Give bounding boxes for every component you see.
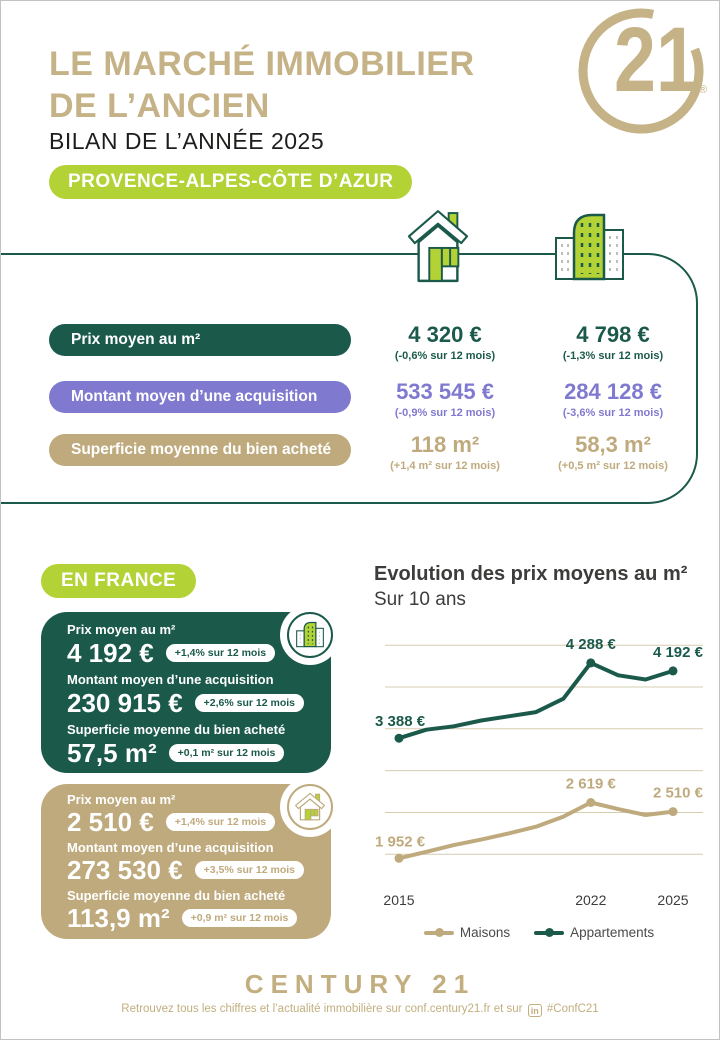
svg-text:2022: 2022 [575, 892, 607, 908]
value: 284 128 € [564, 379, 662, 404]
svg-text:3 388 €: 3 388 € [375, 713, 426, 731]
france-maisons-card [41, 784, 331, 939]
stat-row [67, 672, 331, 718]
stat-change-badge: +0,9 m² sur 12 mois [182, 909, 298, 927]
stat-value: 113,9 m² [67, 902, 170, 933]
stat-value: 57,5 m² [67, 737, 157, 768]
table-row-prix-moyen [49, 324, 687, 362]
chart-title: Evolution des prix moyens au m² [374, 563, 688, 585]
change: (-3,6% sur 12 mois) [562, 407, 664, 419]
page-title-line1: LE MARCHÉ IMMOBILIER [49, 45, 475, 83]
maison-value-cell [371, 432, 519, 472]
legend-item-maisons [424, 925, 510, 940]
value: 58,3 m² [575, 432, 651, 457]
mini-building-icon [295, 620, 325, 650]
stat-value: 273 530 € [67, 854, 183, 885]
legend-label: Appartements [570, 925, 655, 940]
chart-legend [373, 925, 705, 940]
footer-brand: CENTURY 21 [244, 969, 476, 999]
row-label-pill: Superficie moyenne du bien acheté [49, 434, 351, 466]
maison-value-cell [371, 379, 519, 419]
table-row-superficie [49, 434, 687, 472]
appartement-value-cell [539, 432, 687, 472]
stat-change-badge: +3,5% sur 12 mois [195, 861, 304, 879]
stat-value: 2 510 € [67, 806, 154, 837]
svg-text:1 952 €: 1 952 € [375, 833, 426, 851]
stat-label: Prix moyen au m² [67, 792, 176, 807]
stat-change-badge: +1,4% sur 12 mois [166, 644, 275, 662]
stat-label: Prix moyen au m² [67, 622, 176, 637]
appartement-icon [554, 211, 626, 285]
svg-text:2025: 2025 [657, 892, 689, 908]
house-circle-icon [287, 784, 333, 830]
maison-value-cell [371, 322, 519, 362]
stat-change-badge: +1,4% sur 12 mois [166, 813, 275, 831]
price-evolution-chart [373, 629, 705, 914]
value: 4 798 € [576, 322, 650, 347]
mini-house-icon [294, 791, 326, 823]
building-circle-icon [287, 612, 333, 658]
appartement-value-cell [539, 322, 687, 362]
stat-row [67, 888, 331, 932]
change: (+0,5 m² sur 12 mois) [558, 460, 668, 472]
change: (-0,9% sur 12 mois) [394, 407, 496, 419]
footer-hashtag: #ConfC21 [546, 1003, 599, 1015]
footer-text [1, 1003, 719, 1017]
appartement-value-cell [539, 379, 687, 419]
region-badge: PROVENCE-ALPES-CÔTE D’AZUR [49, 165, 412, 199]
row-label-pill: Montant moyen d’une acquisition [49, 381, 351, 413]
change: (-1,3% sur 12 mois) [562, 350, 664, 362]
stat-value: 4 192 € [67, 637, 154, 668]
legend-item-appartements [534, 925, 654, 940]
svg-text:2 510 €: 2 510 € [652, 784, 703, 802]
change: (+1,4 m² sur 12 mois) [390, 460, 500, 472]
svg-text:2 619 €: 2 619 € [565, 775, 616, 793]
table-row-montant-moyen [49, 381, 687, 419]
stat-value: 230 915 € [67, 687, 183, 718]
stat-change-badge: +2,6% sur 12 mois [195, 694, 304, 712]
value: 118 m² [410, 432, 480, 457]
stat-change-badge: +0,1 m² sur 12 mois [169, 744, 285, 762]
stat-row [67, 722, 331, 768]
stat-label: Montant moyen d’une acquisition [67, 840, 274, 855]
maison-icon [407, 207, 469, 285]
stat-row [67, 840, 331, 884]
legend-label: Maisons [459, 925, 511, 940]
row-label-pill: Prix moyen au m² [49, 324, 351, 356]
france-badge: EN FRANCE [41, 564, 196, 598]
logo-number: 21 [614, 7, 698, 111]
value: 533 545 € [396, 379, 494, 404]
linkedin-icon: in [528, 1004, 542, 1017]
stat-label: Superficie moyenne du bien acheté [67, 722, 286, 737]
maisons-line-icon [424, 931, 454, 935]
appartements-line-icon [534, 931, 564, 935]
svg-text:4 192 €: 4 192 € [652, 643, 703, 661]
page-title [49, 43, 475, 127]
page-subtitle: BILAN DE L’ANNÉE 2025 [49, 128, 325, 154]
value: 4 320 € [408, 322, 482, 347]
chart-subtitle: Sur 10 ans [374, 589, 466, 610]
france-appartements-card [41, 612, 331, 773]
page-title-line2: DE L’ANCIEN [49, 87, 270, 125]
logo-registered-mark: ® [699, 84, 708, 96]
svg-text:2015: 2015 [383, 892, 415, 908]
svg-text:4 288 €: 4 288 € [565, 635, 616, 653]
footer-text-before: Retrouvez tous les chiffres et l’actualité immobilière sur conf.century21.fr et sur [121, 1003, 523, 1015]
stat-label: Montant moyen d’une acquisition [67, 672, 274, 687]
stat-label: Superficie moyenne du bien acheté [67, 888, 286, 903]
change: (-0,6% sur 12 mois) [394, 350, 496, 362]
century21-logo-icon [577, 5, 717, 137]
